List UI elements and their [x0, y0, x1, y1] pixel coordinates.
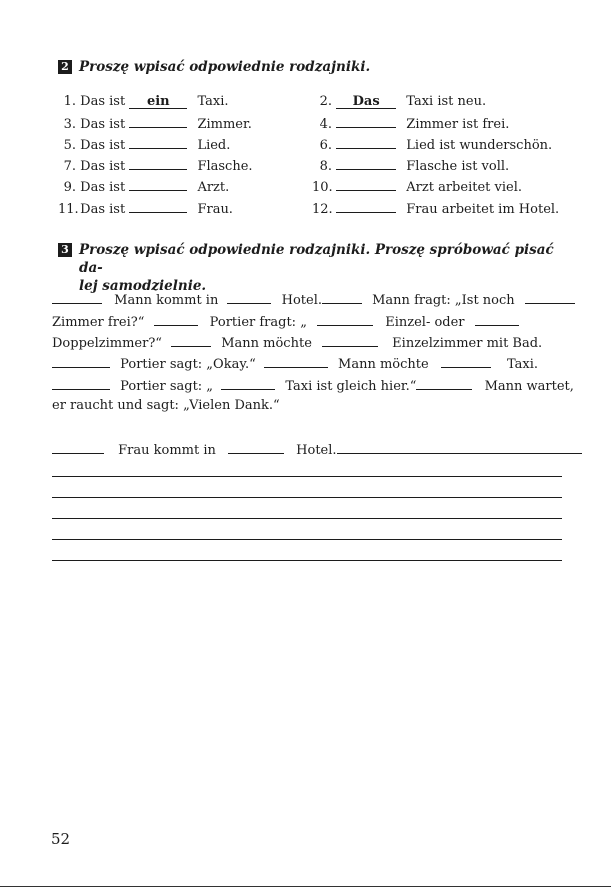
answer-blank[interactable]	[171, 334, 211, 347]
ex3-line-4: Portier sagt: „Okay.“ Mann möchte Taxi.	[52, 355, 538, 373]
page-number: 52	[51, 830, 71, 848]
answer-blank[interactable]	[317, 313, 373, 326]
answer-blank[interactable]	[129, 200, 187, 213]
ex3-line-3: Doppelzimmer?“ Mann möchte Einzelzimmer mit Bad.	[52, 336, 543, 351]
writing-line[interactable]	[52, 497, 562, 498]
ex2-item-4: 4. Zimmer ist frei.	[319, 117, 510, 132]
answer-blank[interactable]	[221, 377, 275, 390]
writing-line[interactable]	[52, 476, 562, 477]
ex3-line-1: Mann kommt in Hotel. Mann fragt: „Ist noch	[52, 291, 575, 309]
ex2-item-2: 2. Das Taxi ist neu.	[319, 94, 487, 109]
exercise-3-title-line2: lej samodzielnie.	[79, 278, 207, 294]
ex2-item-12: 12. Frau arbeitet im Hotel.	[312, 202, 560, 217]
exercise-3-heading	[58, 241, 568, 295]
answer-blank[interactable]	[441, 355, 491, 368]
answer-blank[interactable]	[227, 291, 271, 304]
ex3-line-5: Portier sagt: „ Taxi ist gleich hier.“ Mann wartet,	[52, 377, 574, 395]
exercise-2-title: Proszę wpisać odpowiednie rodzajniki.	[79, 59, 371, 75]
answer-blank[interactable]	[322, 334, 378, 347]
ex3-line-2: Zimmer frei?“ Portier fragt: „ Einzel- oder	[52, 313, 519, 331]
ex2-item-11: 11. Das ist Frau.	[58, 202, 233, 217]
ex2-item-10: 10. Arzt arbeitet viel.	[312, 180, 522, 195]
answer-blank[interactable]	[336, 178, 396, 191]
answer-blank[interactable]	[337, 441, 582, 454]
exercise-2-heading	[58, 58, 370, 76]
answer-blank[interactable]	[336, 200, 396, 213]
answer-blank[interactable]	[416, 377, 472, 390]
answer-blank[interactable]: Das	[336, 96, 396, 109]
answer-blank[interactable]	[129, 157, 187, 170]
answer-blank[interactable]	[52, 441, 104, 454]
writing-line[interactable]	[52, 560, 562, 561]
ex2-item-3: 3. Das ist Zimmer.	[63, 117, 252, 132]
answer-blank[interactable]	[52, 377, 110, 390]
answer-blank[interactable]: ein	[129, 96, 187, 109]
answer-blank[interactable]	[154, 313, 198, 326]
answer-blank[interactable]	[322, 291, 362, 304]
ex2-item-1: 1. Das ist ein Taxi.	[63, 94, 229, 109]
answer-blank[interactable]	[336, 157, 396, 170]
answer-blank[interactable]	[129, 178, 187, 191]
answer-blank[interactable]	[336, 136, 396, 149]
writing-line[interactable]	[52, 518, 562, 519]
answer-blank[interactable]	[52, 355, 110, 368]
answer-blank[interactable]	[129, 136, 187, 149]
ex3-continuation-line: Frau kommt in Hotel.	[52, 441, 582, 459]
answer-blank[interactable]	[525, 291, 575, 304]
ex2-item-5: 5. Das ist Lied.	[63, 138, 231, 153]
exercise-3-title-line1: Proszę wpisać odpowiednie rodzajniki. Proszę spróbować pisać da-	[79, 242, 554, 276]
exercise-number-badge: 3	[58, 243, 72, 257]
answer-blank[interactable]	[129, 115, 187, 128]
answer-blank[interactable]	[228, 441, 284, 454]
answer-blank[interactable]	[264, 355, 328, 368]
ex2-item-6: 6. Lied ist wunderschön.	[319, 138, 553, 153]
answer-blank[interactable]	[336, 115, 396, 128]
writing-line[interactable]	[52, 539, 562, 540]
page-bottom-edge	[0, 886, 611, 887]
ex3-line-6: er raucht und sagt: „Vielen Dank.“	[52, 398, 280, 413]
ex2-item-9: 9. Das ist Arzt.	[63, 180, 230, 195]
ex2-item-7: 7. Das ist Flasche.	[63, 159, 253, 174]
answer-blank[interactable]	[475, 313, 519, 326]
answer-blank[interactable]	[52, 291, 102, 304]
exercise-number-badge: 2	[58, 60, 72, 74]
ex2-item-8: 8. Flasche ist voll.	[319, 159, 510, 174]
